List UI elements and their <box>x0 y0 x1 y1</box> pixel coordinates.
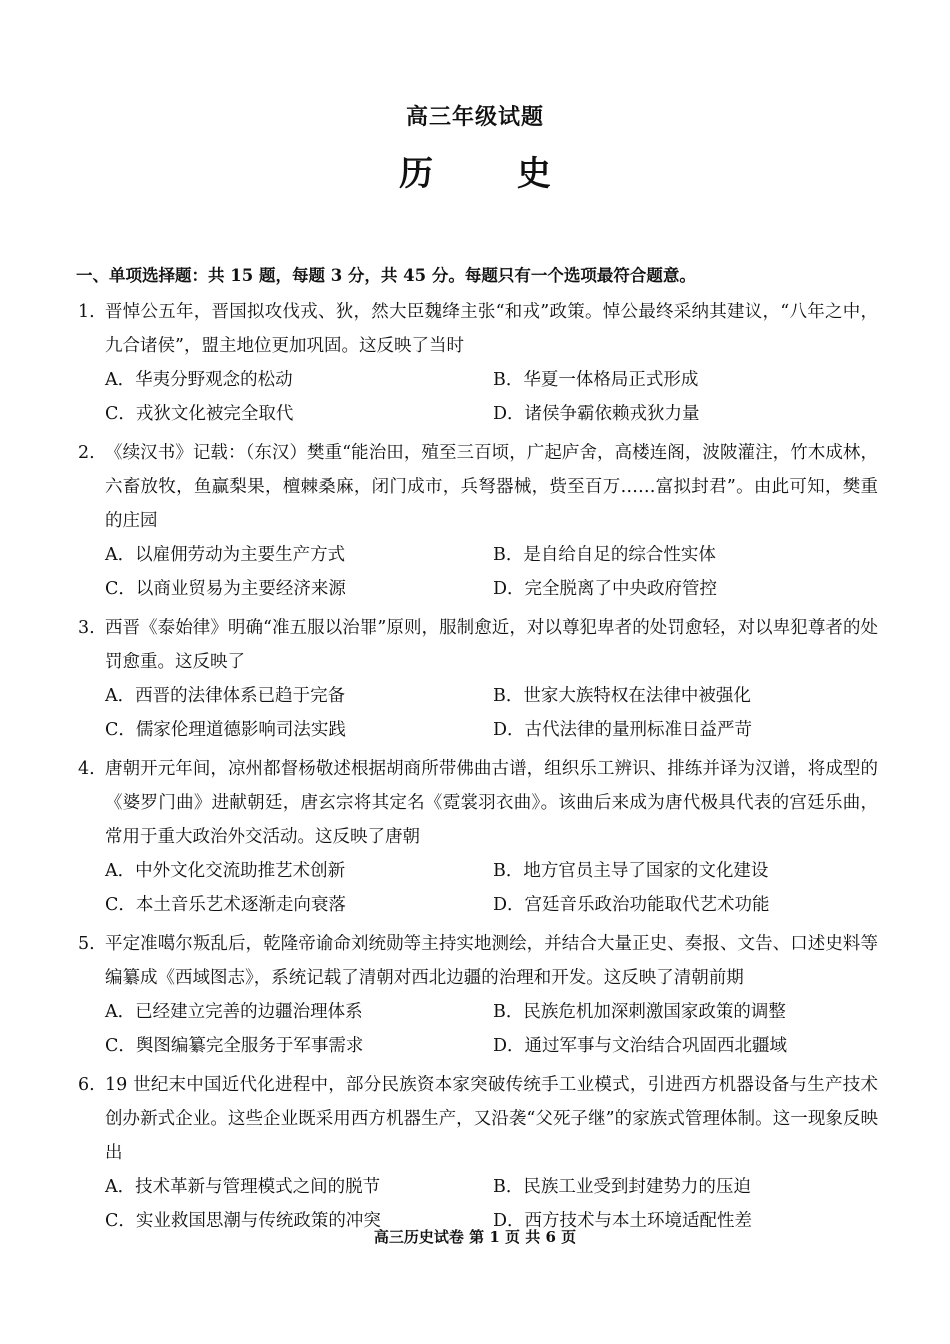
option-group <box>105 995 878 1063</box>
option-b: B．民族工业受到封建势力的压迫 <box>493 1177 751 1197</box>
option-c: C．实业救国思潮与传统政策的冲突 <box>105 1211 381 1231</box>
option-b: B．世家大族特权在法律中被强化 <box>493 686 751 706</box>
option-a: A．已经建立完善的边疆治理体系 <box>105 1002 363 1022</box>
question-stem: 《续汉书》记载：（东汉）樊重“能治田，殖至三百顷，广起庐舍，高楼连阁，波陂灌注，竹木成林，六畜放牧，鱼赢梨果，檀棘桑麻，闭门成市，兵弩器械，赀至百万……富拟封君”。由此可知，樊重的庄园 <box>105 443 878 531</box>
question-number: 6. <box>78 1075 95 1095</box>
option-a: A．西晋的法律体系已趋于完备 <box>105 686 346 706</box>
option-c: C．儒家伦理道德影响司法实践 <box>105 720 346 740</box>
page-footer: 高三历史试卷 第 1 页 共 6 页 <box>373 1228 577 1246</box>
option-d: D．西方技术与本土环境适配性差 <box>493 1211 753 1231</box>
option-c: C．本土音乐艺术逐渐走向衰落 <box>105 895 346 915</box>
exam-title: 高三年级试题 <box>405 104 544 130</box>
question-stem: 晋悼公五年，晋国拟攻伐戎、狄，然大臣魏绛主张“和戎”政策。悼公最终采纳其建议，“八年之中，九合诸侯”，盟主地位更加巩固。这反映了当时 <box>105 302 878 356</box>
exam-content <box>78 262 878 1238</box>
option-c: C．舆图编纂完全服务于军事需求 <box>105 1036 364 1056</box>
question-4 <box>78 752 878 922</box>
option-group <box>105 679 878 747</box>
option-group <box>105 538 878 606</box>
question-5 <box>78 927 878 1063</box>
option-d: D．古代法律的量刑标准日益严苛 <box>493 720 753 740</box>
section-header: 一、单项选择题：共 15 题，每题 3 分，共 45 分。每题只有一个选项最符合题意。 <box>76 266 696 285</box>
option-b: B．地方官员主导了国家的文化建设 <box>493 861 769 881</box>
question-number: 2. <box>78 443 95 463</box>
option-d: D．宫廷音乐政治功能取代艺术功能 <box>493 895 770 915</box>
option-d: D．诸侯争霸依赖戎狄力量 <box>493 404 700 424</box>
question-stem: 平定准噶尔叛乱后，乾隆帝谕命刘统勋等主持实地测绘，并结合大量正史、奏报、文告、口述史料等编纂成《西域图志》，系统记载了清朝对西北边疆的治理和开发。这反映了清朝前期 <box>105 934 878 988</box>
question-number: 4. <box>78 759 95 779</box>
question-number: 1. <box>78 302 95 322</box>
option-d: D．通过军事与文治结合巩固西北疆域 <box>493 1036 788 1056</box>
question-3 <box>78 611 878 747</box>
question-number: 5. <box>78 934 95 954</box>
question-number: 3. <box>78 618 95 638</box>
option-a: A．以雇佣劳动为主要生产方式 <box>105 545 346 565</box>
option-a: A．技术革新与管理模式之间的脱节 <box>105 1177 381 1197</box>
option-b: B．华夏一体格局正式形成 <box>493 370 699 390</box>
question-6 <box>78 1068 878 1238</box>
question-stem: 唐朝开元年间，凉州都督杨敬述根据胡商所带佛曲古谱，组织乐工辨识、排练并译为汉谱，将成型的《婆罗门曲》进献朝廷，唐玄宗将其定名《霓裳羽衣曲》。该曲后来成为唐代极具代表的宫廷乐曲，常用于重大政治外交活动。这反映了唐朝 <box>105 759 878 847</box>
option-a: A．中外文化交流助推艺术创新 <box>105 861 346 881</box>
question-2 <box>78 436 878 606</box>
question-1 <box>78 295 878 431</box>
option-b: B．民族危机加深刺激国家政策的调整 <box>493 1002 786 1022</box>
option-d: D．完全脱离了中央政府管控 <box>493 579 718 599</box>
question-stem: 19 世纪末中国近代化进程中，部分民族资本家突破传统手工业模式，引进西方机器设备与生产技术创办新式企业。这些企业既采用西方机器生产，又沿袭“父死子继”的家族式管理体制。这一现象反映出 <box>105 1075 878 1163</box>
option-c: C．以商业贸易为主要经济来源 <box>105 579 346 599</box>
question-stem: 西晋《泰始律》明确“准五服以治罪”原则，服制愈近，对以尊犯卑者的处罚愈轻，对以卑犯尊者的处罚愈重。这反映了 <box>105 618 878 672</box>
option-group <box>105 363 878 431</box>
option-c: C．戎狄文化被完全取代 <box>105 404 294 424</box>
option-a: A．华夷分野观念的松动 <box>105 370 293 390</box>
option-group <box>105 854 878 922</box>
option-b: B．是自给自足的综合性实体 <box>493 545 716 565</box>
subject-title: 历 史 <box>399 154 587 194</box>
